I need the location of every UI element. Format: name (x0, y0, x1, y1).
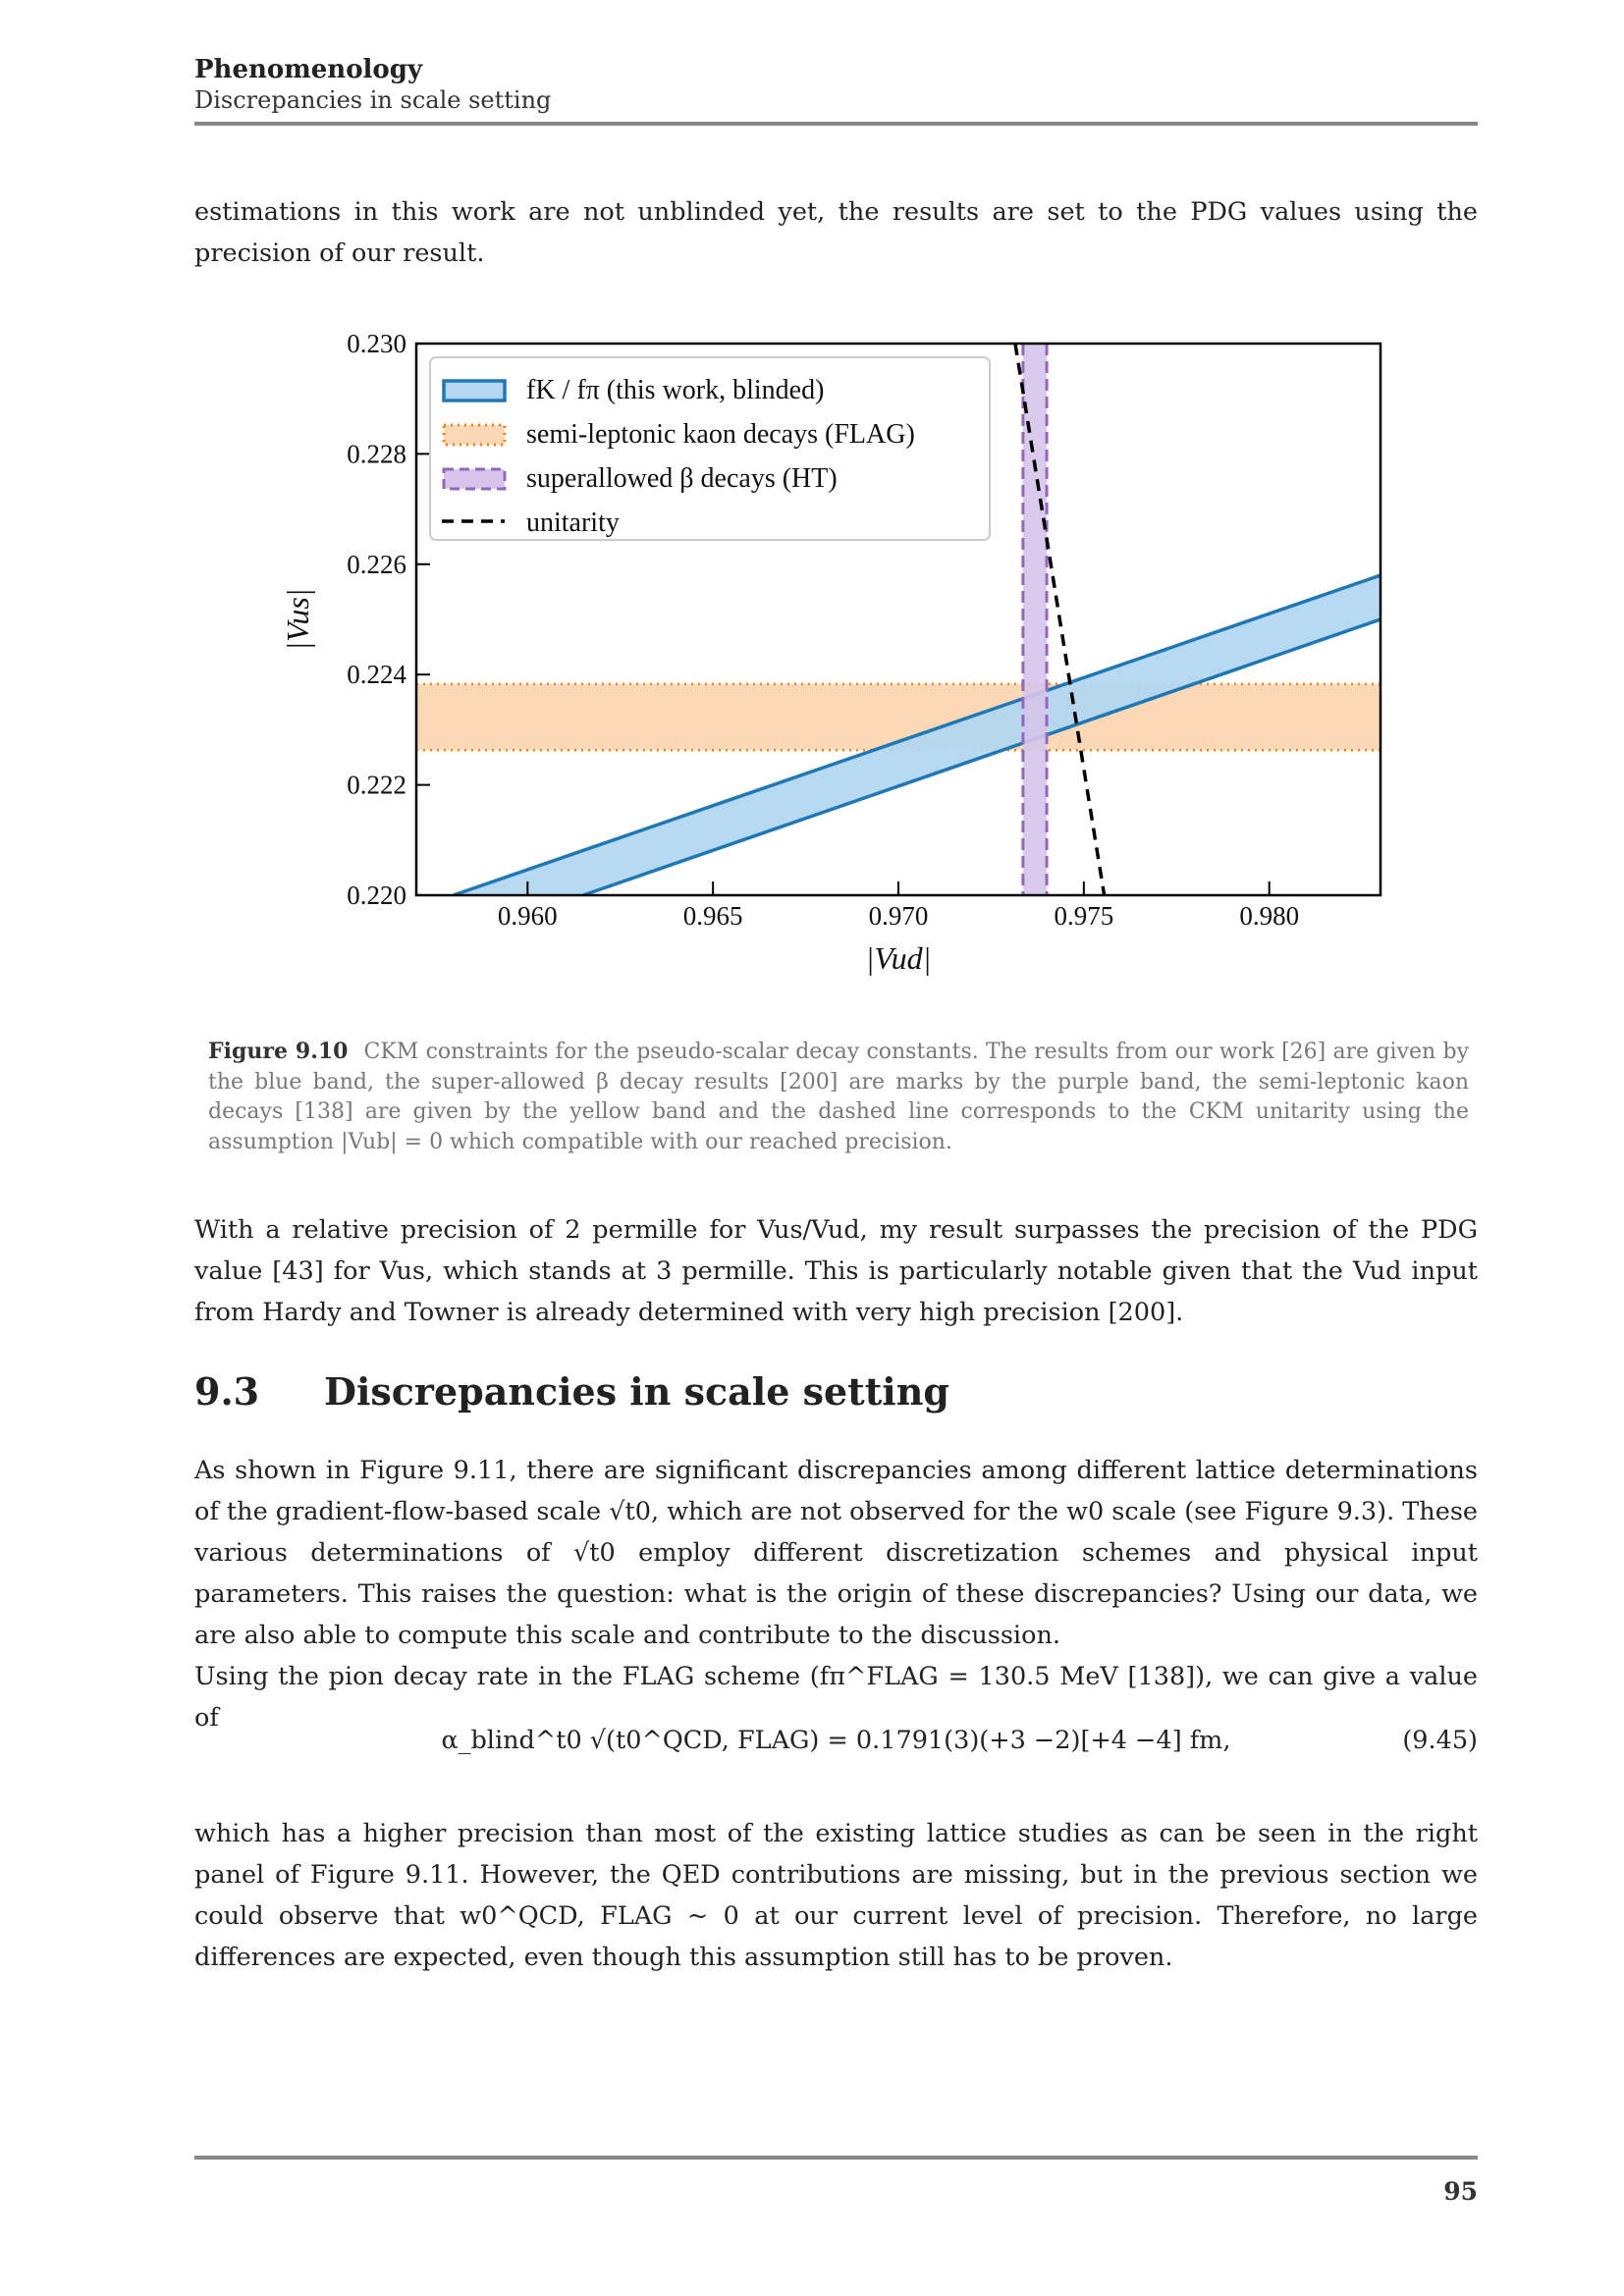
intro-paragraph: estimations in this work are not unblinded yet, the results are set to the PDG values using the precision of our result. (194, 197, 1478, 268)
caption-label: Figure 9.10 (208, 1039, 349, 1064)
paragraph-precision: With a relative precision of 2 permille for Vus/Vud, my result surpasses the precision of the PDG value [43] for Vus, which stands at 3 permille. This is particularly notable given that the Vud input from Hardy and Towner is already determined with very high precision [200]. (194, 1215, 1478, 1327)
legend-swatch-2 (444, 469, 505, 489)
paragraph-scale-1: As shown in Figure 9.11, there are significant discrepancies among different lattice determinations of the gradient-flow-based scale √t0, which are not observed for the w0 scale (see Figure 9.3). These various determinations of √t0 employ different discretization schemes and physical input parameters. This raises the question: what is the origin of these discrepancies? Using our data, we are also able to compute this scale and contribute to the discussion. (194, 1456, 1478, 1650)
page-number: 95 (1443, 2177, 1478, 2206)
paragraph-scale-3: which has a higher precision than most of the existing lattice studies as can be seen in the right panel of Figure 9.11. However, the QED contributions are missing, but in the previous section we could observe that w0^QCD, FLAG ~ 0 at our current level of precision. Therefore, no large differences are expected, even though this assumption still has to be proven. (194, 1819, 1478, 1972)
legend-label-2: superallowed β decays (HT) (526, 463, 838, 494)
section-heading (194, 1369, 949, 1414)
legend-label-3: unitarity (526, 507, 620, 538)
running-header-chapter: Phenomenology (194, 55, 423, 84)
paragraph-scale-2: Using the pion decay rate in the FLAG scheme (fπ^FLAG = 130.5 MeV [138]), we can give a value of (194, 1662, 1478, 1733)
x-tick-label: 0.960 (497, 901, 558, 931)
y-tick-label: 0.228 (347, 439, 406, 469)
y-tick-label: 0.230 (347, 329, 406, 358)
equation-text: α_blind^t0 √(t0^QCD, FLAG) = 0.1791(3)(+3 −2)[+4 −4] fm, (441, 1726, 1231, 1755)
legend-label-1: semi-leptonic kaon decays (FLAG) (526, 419, 915, 450)
legend-swatch-1 (444, 425, 505, 445)
running-header-section: Discrepancies in scale setting (194, 86, 552, 114)
header-rule (194, 122, 1478, 126)
section-title: Discrepancies in scale setting (324, 1369, 949, 1414)
y-axis-label: |Vus| (280, 588, 315, 651)
legend-label-0: fK / fπ (this work, blinded) (526, 375, 825, 405)
y-tick-label: 0.220 (347, 881, 406, 910)
section-number: 9.3 (194, 1369, 260, 1414)
caption-text: CKM constraints for the pseudo-scalar decay constants. The results from our work [26] are given by the blue band, the super-allowed β decay results [200] are marks by the purple band, the semi-leptonic kaon decays [138] are given by the yellow band and the dashed line corresponds to the CKM unitarity using the assumption |Vub| = 0 which compatible with our reached precision. (208, 1040, 1469, 1154)
equation-number: (9.45) (1402, 1726, 1478, 1755)
x-tick-label: 0.980 (1239, 901, 1300, 931)
x-tick-label: 0.975 (1054, 901, 1114, 931)
ht-band (1023, 344, 1047, 895)
legend (430, 357, 990, 540)
x-tick-label: 0.970 (868, 901, 929, 931)
figure-caption (208, 1037, 1469, 1157)
x-axis-label: |Vud| (865, 940, 932, 976)
y-tick-label: 0.226 (347, 549, 406, 579)
legend-swatch-0 (444, 381, 505, 400)
y-tick-label: 0.224 (347, 660, 406, 690)
ckm-constraints-chart (265, 324, 1394, 1011)
equation-9-45 (194, 1720, 1478, 1763)
footer-rule (194, 2156, 1478, 2160)
y-tick-label: 0.222 (347, 770, 406, 800)
fk-fpi-band-lower-edge (583, 619, 1380, 895)
x-tick-label: 0.965 (682, 901, 743, 931)
